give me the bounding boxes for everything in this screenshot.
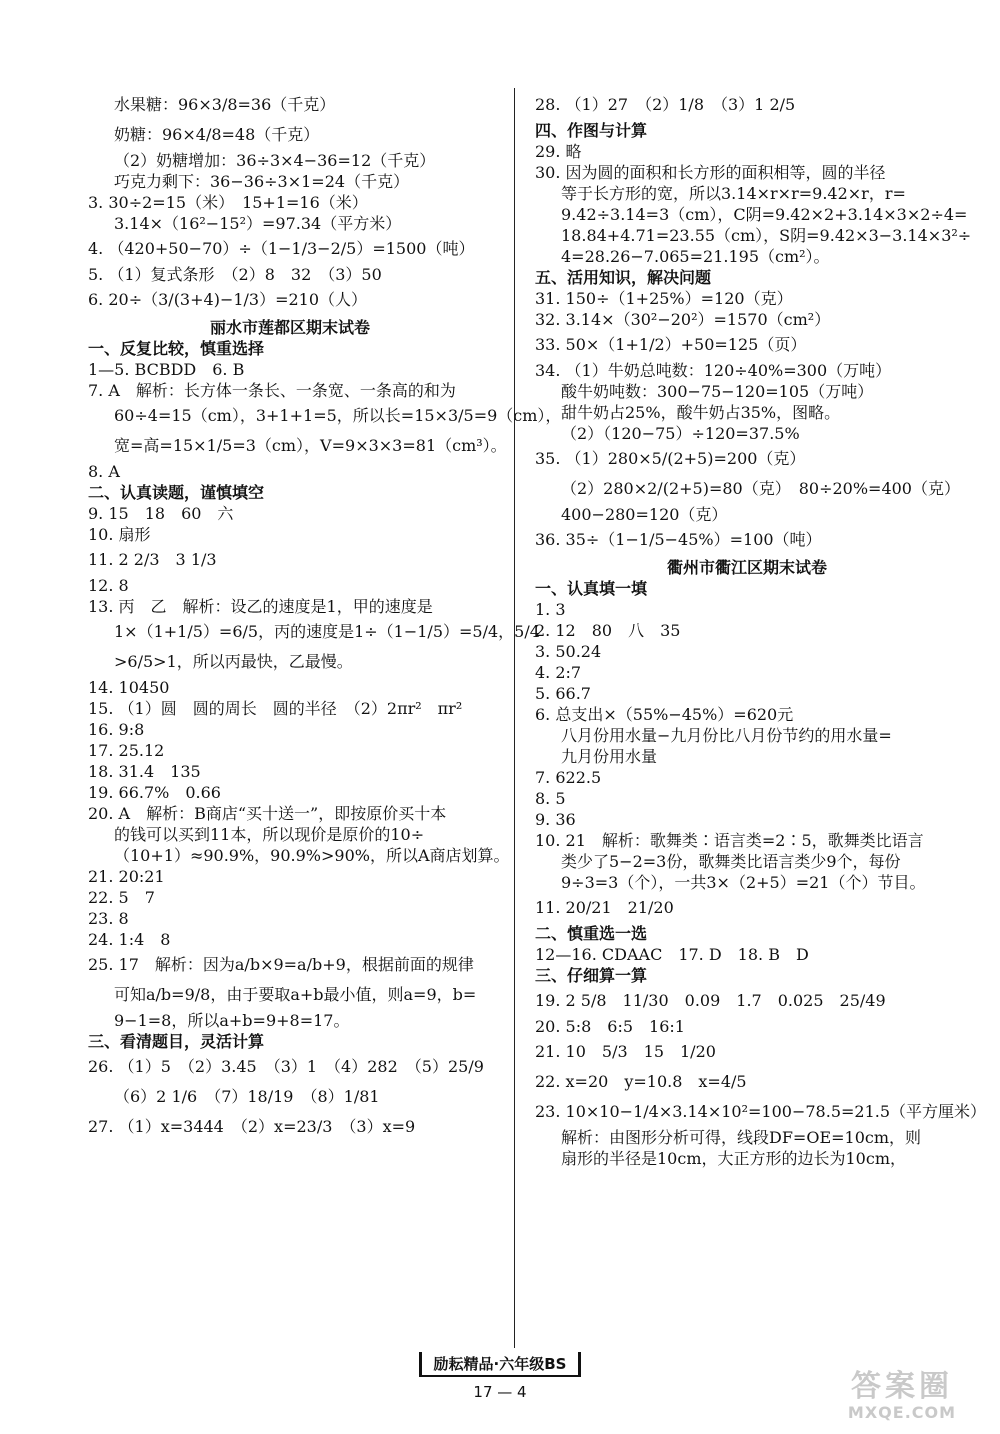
answer-line: 3. 30÷2=15（米） 15+1=16（米） [88, 193, 368, 212]
page-number: 17 — 4 [473, 1383, 527, 1401]
answer-line: 6. 20÷（3/(3+4)−1/3）=210（人） [88, 290, 368, 309]
answer-line: （6）2 1/6 （7）18/19 （8）1/81 [114, 1087, 380, 1106]
answer-line: 27. （1）x=3444 （2）x=23/3 （3）x=9 [88, 1117, 416, 1136]
answer-line: 7. 622.5 [535, 768, 602, 787]
answer-line: 25. 17 解析：因为a/b×9=a/b+9，根据前面的规律 [88, 955, 474, 974]
footer-brand: 励耘精品·六年级BS [419, 1352, 582, 1377]
watermark-url: MXQE.COM [847, 1403, 957, 1422]
answer-line: >6/5>1，所以丙最快，乙最慢。 [114, 652, 353, 671]
column-divider [514, 88, 515, 1348]
answer-line: 17. 25.12 [88, 741, 165, 760]
answer-line: 34. （1）牛奶总吨数：120÷40%=300（万吨） [535, 361, 892, 380]
section-heading: 三、看清题目，灵活计算 [88, 1032, 265, 1051]
answer-line: 7. A 解析：长方体一条长、一条宽、一条高的和为 [88, 381, 456, 400]
answer-line: 11. 2 2/3 3 1/3 [88, 550, 217, 569]
answer-line: 八月份用水量−九月份比八月份节约的用水量= [561, 726, 892, 745]
answer-line: 10. 扇形 [88, 525, 151, 544]
section-heading: 二、认真读题，谨慎填空 [88, 483, 265, 502]
answer-line: 36. 35÷（1−1/5−45%）=100（吨） [535, 530, 822, 549]
answer-line: 16. 9:8 [88, 720, 145, 739]
answer-line: 2. 12 80 八 35 [535, 621, 681, 640]
answer-line: 22. x=20 y=10.8 x=4/5 [535, 1072, 747, 1091]
watermark-logo [812, 1370, 992, 1430]
answer-line: 奶糖：96×4/8=48（千克） [114, 125, 320, 144]
answer-line: 9. 15 18 60 六 [88, 504, 234, 523]
answer-line: 31. 150÷（1+25%）=120（克） [535, 289, 793, 308]
answer-line: 13. 丙 乙 解析：设乙的速度是1，甲的速度是 [88, 597, 433, 616]
answer-line: （2）（120−75）÷120=37.5% [561, 424, 800, 443]
answer-line: 18.84+4.71=23.55（cm），S阴=9.42×3−3.14×3²÷ [561, 226, 972, 245]
answer-line: 类少了5−2=3份，歌舞类比语言类少9个，每份 [561, 852, 901, 871]
answer-line: 4=28.26−7.065=21.195（cm²）。 [561, 247, 830, 266]
answer-line: 30. 因为圆的面积和长方形的面积相等，圆的半径 [535, 163, 886, 182]
answer-line: 35. （1）280×5/(2+5)=200（克） [535, 449, 806, 468]
section-title: 丽水市莲都区期末试卷 [209, 318, 370, 337]
answer-line: 19. 2 5/8 11/30 0.09 1.7 0.025 25/49 [535, 991, 886, 1010]
answer-line: 18. 31.4 135 [88, 762, 201, 781]
answer-line: 可知a/b=9/8，由于要取a+b最小值，则a=9，b= [114, 985, 477, 1004]
answer-line: 23. 8 [88, 909, 129, 928]
answer-line: 9−1=8，所以a+b=9+8=17。 [114, 1011, 350, 1030]
answer-line: 28. （1）27 （2）1/8 （3）1 2/5 [535, 95, 796, 114]
answer-line: 9.42÷3.14=3（cm），C阴=9.42×2+3.14×3×2÷4= [561, 205, 968, 224]
right-column [535, 90, 987, 1342]
watermark-text: 答案圈 [851, 1369, 953, 1404]
answer-line: 21. 20:21 [88, 867, 165, 886]
answer-line: 8. A [88, 462, 120, 481]
answer-line: 23. 10×10−1/4×3.14×10²=100−78.5=21.5（平方厘米） [535, 1102, 987, 1121]
answer-line: （2）奶糖增加：36÷3×4−36=12（千克） [114, 151, 436, 170]
section-heading: 四、作图与计算 [535, 121, 648, 140]
answer-line: 3.14×（16²−15²）=97.34（平方米） [114, 214, 402, 233]
answer-line: 12. 8 [88, 576, 129, 595]
answer-line: 29. 略 [535, 142, 582, 161]
answer-line: 32. 3.14×（30²−20²）=1570（cm²） [535, 310, 831, 329]
section-heading: 一、认真填一填 [535, 579, 648, 598]
answer-line: 6. 总支出×（55%−45%）=620元 [535, 705, 794, 724]
section-heading: 一、反复比较，慎重选择 [88, 339, 265, 358]
answer-line: 5. 66.7 [535, 684, 591, 703]
answer-line: 20. 5:8 6:5 16:1 [535, 1017, 685, 1036]
answer-line: 10. 21 解析：歌舞类∶语言类=2∶5，歌舞类比语言 [535, 831, 924, 850]
answer-line: 9÷3=3（个），一共3×（2+5）=21（个）节目。 [561, 873, 926, 892]
answer-line: 宽=高=15×1/5=3（cm），V=9×3×3=81（cm³）。 [114, 436, 507, 455]
answer-line: 15. （1）圆 圆的周长 圆的半径 （2）2πr² πr² [88, 699, 463, 718]
answer-line: 19. 66.7% 0.66 [88, 783, 221, 802]
answer-line: 九月份用水量 [561, 747, 658, 766]
answer-line: 22. 5 7 [88, 888, 155, 907]
answer-line: 1×（1+1/5）=6/5，丙的速度是1÷（1−1/5）=5/4，5/4 [114, 622, 540, 641]
answer-line: 酸牛奶吨数：300−75−120=105（万吨） [561, 382, 874, 401]
answer-line: 8. 5 [535, 789, 566, 808]
answer-line: 1—5. BCBDD 6. B [88, 360, 245, 379]
answer-line: 扇形的半径是10cm，大正方形的边长为10cm， [561, 1149, 906, 1168]
answer-line: 20. A 解析：B商店“买十送一”，即按原价买十本 [88, 804, 447, 823]
answer-line: 60÷4=15（cm），3+1+1=5，所以长=15×3/5=9（cm）， [114, 406, 562, 425]
answer-line: （10+1）≈90.9%，90.9%>90%，所以A商店划算。 [114, 846, 510, 865]
answer-line: 400−280=120（克） [561, 505, 728, 524]
answer-line: 11. 20/21 21/20 [535, 898, 674, 917]
answer-line: 解析：由图形分析可得，线段DF=OE=10cm，则 [561, 1128, 922, 1147]
section-heading: 三、仔细算一算 [535, 966, 648, 985]
answer-line: 4. （420+50−70）÷（1−1/3−2/5）=1500（吨） [88, 239, 475, 258]
answer-line: 21. 10 5/3 15 1/20 [535, 1042, 716, 1061]
answer-line: 33. 50×（1+1/2）+50=125（页） [535, 335, 807, 354]
section-title: 衢州市衢江区期末试卷 [666, 558, 827, 577]
answer-line: 24. 1:4 8 [88, 930, 171, 949]
answer-line: 3. 50.24 [535, 642, 602, 661]
answer-line: 5. （1）复式条形 （2）8 32 （3）50 [88, 265, 382, 284]
answer-line: 12—16. CDAAC 17. D 18. B D [535, 945, 809, 964]
section-heading: 二、慎重选一选 [535, 924, 648, 943]
answer-line: 巧克力剩下：36−36÷3×1=24（千克） [114, 172, 410, 191]
answer-line: 26. （1）5 （2）3.45 （3）1 （4）282 （5）25/9 [88, 1057, 484, 1076]
answer-line: 水果糖：96×3/8=36（千克） [114, 95, 336, 114]
answer-line: 4. 2:7 [535, 663, 582, 682]
answer-line: （2）280×2/(2+5)=80（克） 80÷20%=400（克） [561, 479, 960, 498]
answer-line: 甜牛奶占25%，酸牛奶占35%，图略。 [561, 403, 841, 422]
answer-line: 14. 10450 [88, 678, 170, 697]
section-heading: 五、活用知识，解决问题 [535, 268, 712, 287]
answer-line: 的钱可以买到11本，所以现价是原价的10÷ [114, 825, 425, 844]
answer-line: 1. 3 [535, 600, 566, 619]
answer-line: 9. 36 [535, 810, 576, 829]
answer-line: 等于长方形的宽，所以3.14×r×r=9.42×r，r= [561, 184, 906, 203]
